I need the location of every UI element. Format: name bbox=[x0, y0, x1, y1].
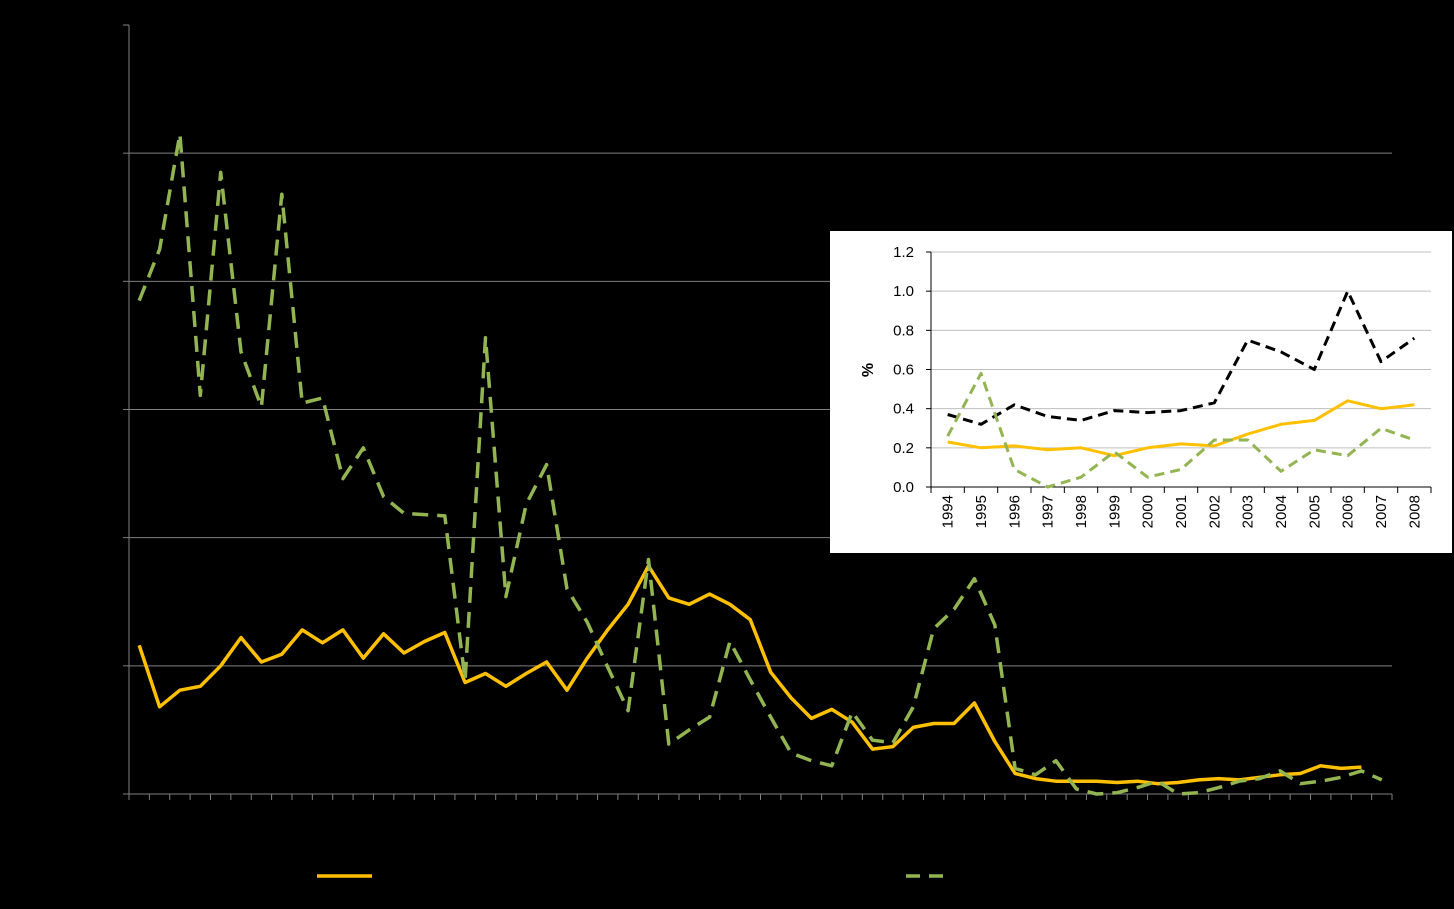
inset-x-tick-label: 1994 bbox=[939, 495, 957, 529]
inset-x-tick-label: 2003 bbox=[1239, 495, 1257, 529]
main-data-point bbox=[546, 661, 547, 662]
inset-data-point bbox=[1347, 400, 1348, 401]
main-data-point bbox=[240, 351, 241, 352]
main-data-point bbox=[831, 709, 832, 710]
main-data-point bbox=[668, 597, 669, 598]
main-data-point bbox=[1361, 770, 1362, 771]
main-data-point bbox=[974, 578, 975, 579]
inset-data-point bbox=[1114, 410, 1115, 411]
main-data-point bbox=[342, 478, 343, 479]
inset-y-tick-label: 0.4 bbox=[893, 400, 914, 418]
inset-data-point bbox=[1080, 477, 1081, 478]
main-data-point bbox=[403, 513, 404, 514]
main-data-point bbox=[1198, 792, 1199, 793]
inset-data-point bbox=[1014, 404, 1015, 405]
inset-data-point bbox=[1214, 445, 1215, 446]
inset-data-point bbox=[1414, 439, 1415, 440]
main-data-point bbox=[607, 667, 608, 668]
inset-data-point bbox=[1214, 439, 1215, 440]
main-data-point bbox=[913, 727, 914, 728]
main-data-point bbox=[974, 702, 975, 703]
main-data-point bbox=[485, 337, 486, 338]
main-data-point bbox=[1055, 760, 1056, 761]
inset-y-tick-label: 0.8 bbox=[893, 322, 914, 340]
inset-data-point bbox=[1214, 402, 1215, 403]
main-data-point bbox=[526, 504, 527, 505]
inset-data-point bbox=[1347, 455, 1348, 456]
main-data-point bbox=[852, 711, 853, 712]
inset-data-point bbox=[1247, 434, 1248, 435]
inset-x-tick-label: 2008 bbox=[1406, 495, 1424, 529]
main-data-point bbox=[1320, 765, 1321, 766]
main-data-point bbox=[689, 729, 690, 730]
main-data-point bbox=[1340, 768, 1341, 769]
inset-y-tick-label: 1.0 bbox=[893, 283, 914, 301]
main-data-point bbox=[587, 658, 588, 659]
inset-data-point bbox=[1414, 404, 1415, 405]
main-data-point bbox=[1218, 778, 1219, 779]
main-data-point bbox=[1381, 779, 1382, 780]
main-data-point bbox=[587, 622, 588, 623]
inset-x-tick-label: 1996 bbox=[1006, 494, 1024, 529]
inset-data-point bbox=[1180, 443, 1181, 444]
inset-data-point bbox=[1280, 424, 1281, 425]
main-data-point bbox=[668, 743, 669, 744]
main-data-point bbox=[709, 717, 710, 718]
inset-data-point bbox=[947, 414, 948, 415]
main-data-point bbox=[220, 665, 221, 666]
inset-data-point bbox=[1380, 428, 1381, 429]
main-data-point bbox=[1096, 781, 1097, 782]
inset-x-tick-label: 1995 bbox=[973, 495, 990, 529]
main-data-point bbox=[302, 629, 303, 630]
main-data-point bbox=[689, 604, 690, 605]
inset-data-point bbox=[1247, 340, 1248, 341]
main-data-point bbox=[790, 752, 791, 753]
main-data-point bbox=[179, 133, 180, 134]
inset-x-tick-label: 2005 bbox=[1306, 495, 1324, 529]
main-series-line-1 bbox=[139, 566, 1361, 784]
main-data-point bbox=[444, 632, 445, 633]
inset-data-point bbox=[1147, 412, 1148, 413]
main-data-point bbox=[363, 658, 364, 659]
inset-x-tick-label: 2006 bbox=[1339, 495, 1357, 529]
main-data-point bbox=[261, 661, 262, 662]
main-data-point bbox=[139, 645, 140, 646]
main-data-point bbox=[566, 588, 567, 589]
inset-data-point bbox=[1314, 369, 1315, 370]
main-data-point bbox=[159, 706, 160, 707]
main-data-point bbox=[485, 673, 486, 674]
main-data-point bbox=[566, 690, 567, 691]
main-data-point bbox=[790, 697, 791, 698]
main-data-point bbox=[729, 604, 730, 605]
main-data-point bbox=[302, 402, 303, 403]
main-data-point bbox=[872, 749, 873, 750]
main-data-point bbox=[1178, 782, 1179, 783]
main-data-point bbox=[811, 718, 812, 719]
main-data-point bbox=[1116, 782, 1117, 783]
main-data-point bbox=[1076, 788, 1077, 789]
inset-data-point bbox=[1114, 451, 1115, 452]
main-data-point bbox=[363, 447, 364, 448]
main-data-point bbox=[1279, 774, 1280, 775]
inset-data-point bbox=[1247, 439, 1248, 440]
inset-y-tick-label: 0.2 bbox=[893, 439, 914, 457]
inset-data-point bbox=[947, 441, 948, 442]
main-data-point bbox=[1178, 793, 1179, 794]
main-data-point bbox=[139, 300, 140, 301]
main-data-point bbox=[1137, 781, 1138, 782]
main-data-point bbox=[811, 760, 812, 761]
main-data-point bbox=[403, 652, 404, 653]
inset-data-point bbox=[1280, 471, 1281, 472]
main-data-point bbox=[465, 679, 466, 680]
inset-data-point bbox=[1080, 447, 1081, 448]
main-data-point bbox=[892, 746, 893, 747]
main-data-point bbox=[770, 717, 771, 718]
main-data-point bbox=[1361, 766, 1362, 767]
main-data-point bbox=[913, 706, 914, 707]
main-data-point bbox=[648, 559, 649, 560]
main-data-point bbox=[1015, 773, 1016, 774]
main-data-point bbox=[627, 604, 628, 605]
main-data-point bbox=[1239, 781, 1240, 782]
main-data-point bbox=[1096, 793, 1097, 794]
main-data-point bbox=[1198, 779, 1199, 780]
main-data-point bbox=[424, 641, 425, 642]
inset-data-point bbox=[1380, 361, 1381, 362]
main-data-point bbox=[1076, 781, 1077, 782]
inset-data-point bbox=[1380, 408, 1381, 409]
main-data-point bbox=[1218, 787, 1219, 788]
main-data-point bbox=[1300, 773, 1301, 774]
main-data-point bbox=[770, 672, 771, 673]
inset-data-point bbox=[1347, 291, 1348, 292]
main-data-point bbox=[933, 628, 934, 629]
main-data-point bbox=[1137, 787, 1138, 788]
main-data-point bbox=[261, 406, 262, 407]
main-data-point bbox=[1320, 781, 1321, 782]
inset-data-point bbox=[1147, 447, 1148, 448]
main-data-point bbox=[220, 172, 221, 173]
main-data-point bbox=[953, 723, 954, 724]
main-data-point bbox=[1157, 783, 1158, 784]
inset-data-point bbox=[1080, 420, 1081, 421]
main-data-point bbox=[342, 629, 343, 630]
main-data-point bbox=[383, 496, 384, 497]
main-data-point bbox=[933, 723, 934, 724]
main-data-point bbox=[383, 633, 384, 634]
main-data-point bbox=[200, 395, 201, 396]
inset-data-point bbox=[1414, 338, 1415, 339]
inset-x-tick-label: 1998 bbox=[1073, 495, 1090, 529]
inset-data-point bbox=[1047, 449, 1048, 450]
main-data-point bbox=[709, 593, 710, 594]
main-data-point bbox=[892, 742, 893, 743]
inset-data-point bbox=[1180, 469, 1181, 470]
inset-y-tick-label: 0.0 bbox=[893, 479, 914, 496]
inset-y-tick-label: 1.2 bbox=[893, 244, 914, 261]
inset-x-tick-label: 2001 bbox=[1173, 495, 1190, 529]
main-data-point bbox=[750, 619, 751, 620]
inset-x-tick-label: 1997 bbox=[1039, 495, 1057, 529]
inset-data-point bbox=[1314, 420, 1315, 421]
inset-x-tick-label: 2004 bbox=[1273, 495, 1290, 529]
main-data-point bbox=[1035, 774, 1036, 775]
main-data-point bbox=[1116, 792, 1117, 793]
main-data-point bbox=[750, 679, 751, 680]
inset-data-point bbox=[1014, 445, 1015, 446]
main-data-point bbox=[444, 515, 445, 516]
main-data-point bbox=[729, 641, 730, 642]
main-data-point bbox=[200, 686, 201, 687]
main-data-point bbox=[994, 624, 995, 625]
main-data-point bbox=[526, 673, 527, 674]
main-data-point bbox=[1035, 778, 1036, 779]
main-data-point bbox=[994, 741, 995, 742]
main-data-point bbox=[281, 194, 282, 195]
main-data-point bbox=[159, 249, 160, 250]
inset-data-point bbox=[1280, 351, 1281, 352]
main-data-point bbox=[546, 464, 547, 465]
main-data-point bbox=[1259, 778, 1260, 779]
main-data-point bbox=[322, 642, 323, 643]
main-data-point bbox=[607, 629, 608, 630]
main-data-point bbox=[1340, 777, 1341, 778]
main-data-point bbox=[953, 609, 954, 610]
main-data-point bbox=[1279, 770, 1280, 771]
main-data-point bbox=[852, 722, 853, 723]
main-data-point bbox=[872, 740, 873, 741]
inset-data-point bbox=[947, 435, 948, 436]
main-data-point bbox=[505, 596, 506, 597]
main-data-point bbox=[179, 690, 180, 691]
inset-x-tick-label: 2002 bbox=[1206, 495, 1224, 529]
inset-data-point bbox=[1047, 416, 1048, 417]
inset-data-point bbox=[980, 424, 981, 425]
inset-y-tick-label: 0.6 bbox=[893, 361, 914, 379]
inset-y-axis-label: % bbox=[860, 362, 877, 378]
main-data-point bbox=[424, 514, 425, 515]
main-data-point bbox=[1300, 783, 1301, 784]
inset-x-tick-label: 1999 bbox=[1106, 495, 1124, 529]
inset-x-tick-label: 2007 bbox=[1373, 495, 1390, 529]
main-data-point bbox=[240, 637, 241, 638]
main-data-point bbox=[831, 765, 832, 766]
inset-data-point bbox=[1180, 410, 1181, 411]
inset-data-point bbox=[980, 373, 981, 374]
inset-data-point bbox=[1147, 477, 1148, 478]
main-data-point bbox=[505, 686, 506, 687]
inset-x-tick-label: 2000 bbox=[1139, 495, 1157, 529]
inset-data-point bbox=[1014, 469, 1015, 470]
main-data-point bbox=[465, 682, 466, 683]
inset-data-point bbox=[1314, 449, 1315, 450]
main-data-point bbox=[281, 654, 282, 655]
main-data-point bbox=[627, 710, 628, 711]
inset-data-point bbox=[980, 447, 981, 448]
main-data-point bbox=[1015, 768, 1016, 769]
inset-data-point bbox=[1047, 486, 1048, 487]
inset-data-point bbox=[1114, 455, 1115, 456]
main-data-point bbox=[1055, 781, 1056, 782]
main-data-point bbox=[322, 397, 323, 398]
main-data-point bbox=[1157, 781, 1158, 782]
